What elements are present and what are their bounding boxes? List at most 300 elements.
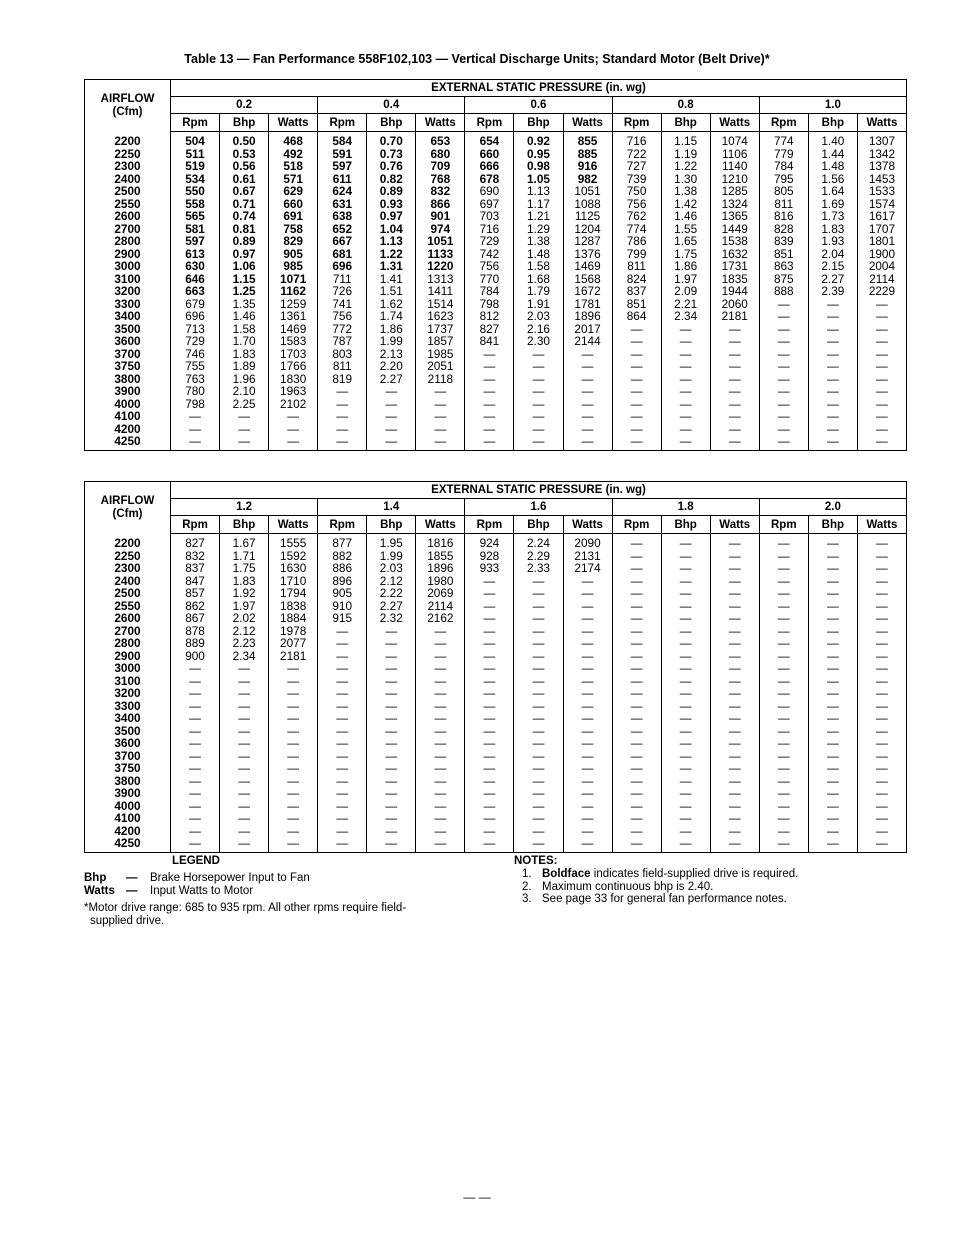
table-row <box>85 132 907 148</box>
column-header-row <box>85 516 907 534</box>
value-cell: 1980 <box>416 575 465 588</box>
value-cell: 827 <box>171 534 220 550</box>
airflow-cell: 2900 <box>85 650 171 663</box>
value-cell: — <box>269 423 318 436</box>
legend-item-bhp <box>84 872 484 885</box>
value-cell: — <box>367 625 416 638</box>
value-cell: 2060 <box>710 298 759 311</box>
value-cell: — <box>876 371 888 386</box>
value-cell: 739 <box>612 173 661 186</box>
value-cell: — <box>876 623 888 638</box>
value-cell: — <box>465 675 514 688</box>
value-cell: — <box>612 562 661 575</box>
value-cell: 2.12 <box>367 575 416 588</box>
watts-column-header: Watts <box>416 516 465 534</box>
value-cell: — <box>661 700 710 713</box>
airflow-cell: 3200 <box>85 687 171 700</box>
value-cell: — <box>563 775 612 788</box>
value-cell: 839 <box>759 235 808 248</box>
value-cell: — <box>220 435 269 450</box>
value-cell: — <box>661 323 710 336</box>
value-cell: 0.92 <box>514 132 563 148</box>
legend-dash: — <box>126 872 138 884</box>
value-cell: 2.12 <box>220 625 269 638</box>
value-cell: — <box>563 612 612 625</box>
value-cell: 1.97 <box>661 273 710 286</box>
value-cell: — <box>710 360 759 373</box>
value-cell: — <box>808 335 857 348</box>
value-cell: — <box>612 762 661 775</box>
value-cell: 1.38 <box>514 235 563 248</box>
value-cell: 2.15 <box>808 260 857 273</box>
value-cell: — <box>759 687 808 700</box>
table-row <box>85 335 907 348</box>
value-cell: 1.13 <box>367 235 416 248</box>
value-cell: 2.23 <box>220 637 269 650</box>
airflow-cell: 2250 <box>85 550 171 563</box>
rpm-column-header: Rpm <box>759 114 808 132</box>
value-cell: — <box>876 723 888 738</box>
value-cell: — <box>563 637 612 650</box>
value-cell: 1737 <box>416 323 465 336</box>
value-cell: 2114 <box>416 600 465 613</box>
value-cell: 1.21 <box>514 210 563 223</box>
value-cell: — <box>876 561 888 575</box>
watts-column-header: Watts <box>710 516 759 534</box>
value-cell: 1411 <box>416 285 465 298</box>
value-cell: — <box>710 562 759 575</box>
value-cell: — <box>710 687 759 700</box>
value-cell: 1.67 <box>220 534 269 550</box>
value-cell: — <box>876 573 888 588</box>
value-cell: 646 <box>171 273 220 286</box>
value-cell: 774 <box>612 223 661 236</box>
value-cell: — <box>612 687 661 700</box>
value-cell: — <box>220 725 269 738</box>
value-cell: 1.99 <box>367 550 416 563</box>
value-cell: 1.86 <box>367 323 416 336</box>
value-cell: — <box>269 825 318 838</box>
airflow-cell: 3000 <box>85 260 171 273</box>
value-cell: 768 <box>416 173 465 186</box>
value-cell: — <box>563 700 612 713</box>
table-row <box>85 837 907 852</box>
value-cell: — <box>876 421 888 436</box>
value-cell: 0.53 <box>220 148 269 161</box>
value-cell: — <box>876 736 888 750</box>
value-cell: 1365 <box>710 210 759 223</box>
value-cell: — <box>612 600 661 613</box>
value-cell: 1.62 <box>367 298 416 311</box>
value-cell: — <box>710 410 759 423</box>
watts-column-header: Watts <box>416 114 465 132</box>
value-cell: — <box>563 762 612 775</box>
value-cell: — <box>876 548 888 563</box>
value-cell: — <box>876 673 888 688</box>
bhp-column-header: Bhp <box>661 114 710 132</box>
value-cell: — <box>514 750 563 763</box>
airflow-cell: 3100 <box>85 675 171 688</box>
value-cell: 1.17 <box>514 198 563 211</box>
value-cell: 1125 <box>563 210 612 223</box>
value-cell: — <box>220 775 269 788</box>
value-cell: 1533 <box>868 184 896 198</box>
value-cell: 2.03 <box>514 310 563 323</box>
legend-term: Bhp <box>84 872 107 884</box>
table-body <box>85 132 907 451</box>
value-cell: 864 <box>612 310 661 323</box>
value-cell: 2.27 <box>367 373 416 386</box>
value-cell: — <box>220 700 269 713</box>
value-cell: — <box>220 687 269 700</box>
value-cell: — <box>808 298 857 311</box>
value-cell: — <box>514 687 563 700</box>
value-cell: — <box>759 323 808 336</box>
airflow-header-line2: (Cfm) <box>112 105 143 118</box>
value-cell: — <box>318 675 367 688</box>
value-cell: 565 <box>171 210 220 223</box>
value-cell: 1313 <box>416 273 465 286</box>
value-cell: 518 <box>269 160 318 173</box>
value-cell: — <box>612 360 661 373</box>
value-cell: 597 <box>171 235 220 248</box>
value-cell: 1.51 <box>367 285 416 298</box>
value-cell: 1378 <box>868 159 896 173</box>
value-cell: 0.70 <box>367 132 416 148</box>
value-cell: 2.27 <box>367 600 416 613</box>
value-cell: — <box>808 410 857 423</box>
airflow-cell: 4200 <box>85 825 171 838</box>
value-cell: — <box>661 787 710 800</box>
value-cell: — <box>563 662 612 675</box>
value-cell: — <box>808 534 857 550</box>
value-cell: — <box>612 348 661 361</box>
value-cell: — <box>563 360 612 373</box>
motor-drive-footnote-cont: supplied drive. <box>90 915 165 927</box>
value-cell: 851 <box>759 248 808 261</box>
value-cell: — <box>661 650 710 663</box>
value-cell: — <box>563 650 612 663</box>
value-cell: — <box>171 687 220 700</box>
watts-column-header: Watts <box>857 114 906 132</box>
value-cell: 0.50 <box>220 132 269 148</box>
value-cell: 827 <box>465 323 514 336</box>
pressure-header: 1.8 <box>612 499 759 516</box>
value-cell: — <box>514 575 563 588</box>
value-cell: — <box>514 737 563 750</box>
value-cell: — <box>808 775 857 788</box>
value-cell: — <box>612 750 661 763</box>
value-cell: — <box>759 398 808 411</box>
value-cell: — <box>563 587 612 600</box>
value-cell: 847 <box>171 575 220 588</box>
airflow-cell: 2900 <box>85 248 171 261</box>
value-cell: 1.68 <box>514 273 563 286</box>
value-cell: 1592 <box>269 550 318 563</box>
value-cell: 0.81 <box>220 223 269 236</box>
value-cell: — <box>876 434 888 448</box>
value-cell: 0.93 <box>367 198 416 211</box>
value-cell: — <box>171 662 220 675</box>
value-cell: 784 <box>759 160 808 173</box>
value-cell: 2118 <box>416 373 465 386</box>
value-cell: — <box>612 423 661 436</box>
value-cell: 1074 <box>710 132 759 148</box>
value-cell: 1896 <box>563 310 612 323</box>
value-cell: — <box>318 637 367 650</box>
value-cell: — <box>876 711 888 725</box>
value-cell: 1133 <box>416 248 465 261</box>
value-cell: 1469 <box>563 260 612 273</box>
value-cell: — <box>367 398 416 411</box>
table-row <box>85 210 907 223</box>
value-cell: 0.82 <box>367 173 416 186</box>
value-cell: — <box>318 435 367 450</box>
value-cell: 2.27 <box>808 273 857 286</box>
value-cell: — <box>661 612 710 625</box>
value-cell: — <box>514 812 563 825</box>
value-cell: — <box>171 410 220 423</box>
value-cell: — <box>465 837 514 852</box>
value-cell: 1051 <box>563 185 612 198</box>
value-cell: 786 <box>612 235 661 248</box>
value-cell: — <box>465 423 514 436</box>
value-cell: — <box>759 423 808 436</box>
value-cell: — <box>710 587 759 600</box>
value-cell: — <box>318 687 367 700</box>
value-cell: — <box>220 837 269 852</box>
airflow-header <box>85 482 171 534</box>
airflow-cell: 2200 <box>85 132 171 148</box>
value-cell: — <box>710 625 759 638</box>
value-cell: — <box>661 637 710 650</box>
esp-header: EXTERNAL STATIC PRESSURE (in. wg) <box>171 482 907 499</box>
value-cell: 680 <box>416 148 465 161</box>
rpm-column-header: Rpm <box>171 516 220 534</box>
value-cell: — <box>465 575 514 588</box>
value-cell: — <box>876 761 888 775</box>
value-cell: — <box>808 612 857 625</box>
value-cell: — <box>710 750 759 763</box>
value-cell: 1.40 <box>808 132 857 148</box>
pressure-group-row <box>85 499 907 516</box>
value-cell: — <box>759 762 808 775</box>
value-cell: — <box>612 612 661 625</box>
value-cell: — <box>269 712 318 725</box>
value-cell: 756 <box>318 310 367 323</box>
value-cell: — <box>876 686 888 700</box>
value-cell: 2069 <box>416 587 465 600</box>
value-cell: — <box>612 800 661 813</box>
value-cell: — <box>759 625 808 638</box>
value-cell: 886 <box>318 562 367 575</box>
value-cell: 1.75 <box>661 248 710 261</box>
airflow-cell: 4000 <box>85 398 171 411</box>
value-cell: 0.98 <box>514 160 563 173</box>
value-cell: — <box>563 348 612 361</box>
value-cell: 1538 <box>710 235 759 248</box>
value-cell: 1.92 <box>220 587 269 600</box>
value-cell: — <box>318 712 367 725</box>
notes <box>514 855 894 906</box>
motor-drive-footnote: *Motor drive range: 685 to 935 rpm. All other rpms require field- <box>84 902 407 914</box>
value-cell: 811 <box>759 198 808 211</box>
airflow-cell: 2400 <box>85 575 171 588</box>
value-cell: — <box>808 787 857 800</box>
value-cell: 1285 <box>710 185 759 198</box>
value-cell: — <box>416 775 465 788</box>
value-cell: 779 <box>759 148 808 161</box>
airflow-cell: 2600 <box>85 210 171 223</box>
value-cell: 837 <box>612 285 661 298</box>
value-cell: 1.73 <box>808 210 857 223</box>
value-cell: — <box>465 435 514 450</box>
value-cell: — <box>220 410 269 423</box>
value-cell: — <box>710 787 759 800</box>
value-cell: — <box>710 550 759 563</box>
value-cell: 2017 <box>563 323 612 336</box>
value-cell: 591 <box>318 148 367 161</box>
value-cell: 837 <box>171 562 220 575</box>
value-cell: 1.89 <box>220 360 269 373</box>
value-cell: — <box>514 787 563 800</box>
value-cell: — <box>759 650 808 663</box>
value-cell: — <box>171 775 220 788</box>
value-cell: — <box>759 787 808 800</box>
value-cell: — <box>710 612 759 625</box>
value-cell: 2174 <box>563 562 612 575</box>
value-cell: — <box>808 373 857 386</box>
value-cell: 1361 <box>269 310 318 323</box>
value-cell: — <box>563 750 612 763</box>
value-cell: — <box>563 825 612 838</box>
value-cell: — <box>269 812 318 825</box>
value-cell: — <box>759 373 808 386</box>
value-cell: — <box>318 825 367 838</box>
value-cell: 812 <box>465 310 514 323</box>
value-cell: 716 <box>612 132 661 148</box>
value-cell: — <box>759 737 808 750</box>
airflow-cell: 3500 <box>85 323 171 336</box>
value-cell: 811 <box>318 360 367 373</box>
table-row <box>85 360 907 373</box>
value-cell: 905 <box>318 587 367 600</box>
value-cell: 2131 <box>563 550 612 563</box>
value-cell: — <box>876 636 888 650</box>
value-cell: 1.75 <box>220 562 269 575</box>
value-cell: 0.56 <box>220 160 269 173</box>
value-cell: — <box>514 348 563 361</box>
value-cell: 511 <box>171 148 220 161</box>
value-cell: — <box>220 662 269 675</box>
value-cell: — <box>759 812 808 825</box>
table-row <box>85 562 907 575</box>
value-cell: 1.38 <box>661 185 710 198</box>
value-cell: — <box>269 787 318 800</box>
value-cell: — <box>171 725 220 738</box>
value-cell: 638 <box>318 210 367 223</box>
airflow-cell: 3400 <box>85 712 171 725</box>
value-cell: 1.97 <box>220 600 269 613</box>
value-cell: — <box>269 837 318 852</box>
table-row <box>85 812 907 825</box>
value-cell: 611 <box>318 173 367 186</box>
value-cell: — <box>318 410 367 423</box>
airflow-cell: 4100 <box>85 410 171 423</box>
value-cell: 1.74 <box>367 310 416 323</box>
bhp-column-header: Bhp <box>220 114 269 132</box>
value-cell: — <box>612 373 661 386</box>
value-cell: 841 <box>465 335 514 348</box>
value-cell: 885 <box>563 148 612 161</box>
value-cell: 1.83 <box>220 575 269 588</box>
airflow-cell: 2550 <box>85 600 171 613</box>
airflow-cell: 3800 <box>85 373 171 386</box>
airflow-cell: 3200 <box>85 285 171 298</box>
legend-dash: — <box>126 885 138 897</box>
value-cell: 666 <box>465 160 514 173</box>
value-cell: 798 <box>465 298 514 311</box>
value-cell: 974 <box>416 223 465 236</box>
value-cell: — <box>661 775 710 788</box>
bhp-column-header: Bhp <box>367 516 416 534</box>
watts-column-header: Watts <box>710 114 759 132</box>
value-cell: 867 <box>171 612 220 625</box>
value-cell: 1.29 <box>514 223 563 236</box>
value-cell: — <box>612 775 661 788</box>
note-text: indicates field-supplied drive is required. <box>590 867 799 880</box>
value-cell: 691 <box>269 210 318 223</box>
value-cell: — <box>465 800 514 813</box>
value-cell: — <box>661 587 710 600</box>
value-cell: 1.93 <box>808 235 857 248</box>
value-cell: — <box>661 762 710 775</box>
value-cell: — <box>220 812 269 825</box>
value-cell: 1.06 <box>220 260 269 273</box>
value-cell: — <box>514 385 563 398</box>
value-cell: 696 <box>318 260 367 273</box>
value-cell: 652 <box>318 223 367 236</box>
value-cell: 828 <box>759 223 808 236</box>
value-cell: — <box>220 750 269 763</box>
value-cell: — <box>710 435 759 450</box>
value-cell: 832 <box>171 550 220 563</box>
value-cell: 550 <box>171 185 220 198</box>
value-cell: 534 <box>171 173 220 186</box>
value-cell: 1.71 <box>220 550 269 563</box>
value-cell: — <box>710 323 759 336</box>
bhp-column-header: Bhp <box>514 114 563 132</box>
value-cell: — <box>367 737 416 750</box>
value-cell: — <box>612 335 661 348</box>
value-cell: 1.15 <box>661 132 710 148</box>
value-cell: 0.73 <box>367 148 416 161</box>
value-cell: — <box>876 598 888 613</box>
value-cell: 2114 <box>869 271 895 286</box>
value-cell: — <box>367 775 416 788</box>
value-cell: — <box>710 775 759 788</box>
note-item <box>522 893 894 906</box>
value-cell: 722 <box>612 148 661 161</box>
value-cell: 2144 <box>563 335 612 348</box>
airflow-cell: 3500 <box>85 725 171 738</box>
airflow-cell: 3800 <box>85 775 171 788</box>
value-cell: — <box>269 750 318 763</box>
esp-header: EXTERNAL STATIC PRESSURE (in. wg) <box>171 80 907 97</box>
value-cell: — <box>612 637 661 650</box>
value-cell: 855 <box>563 132 612 148</box>
value-cell: — <box>759 725 808 738</box>
